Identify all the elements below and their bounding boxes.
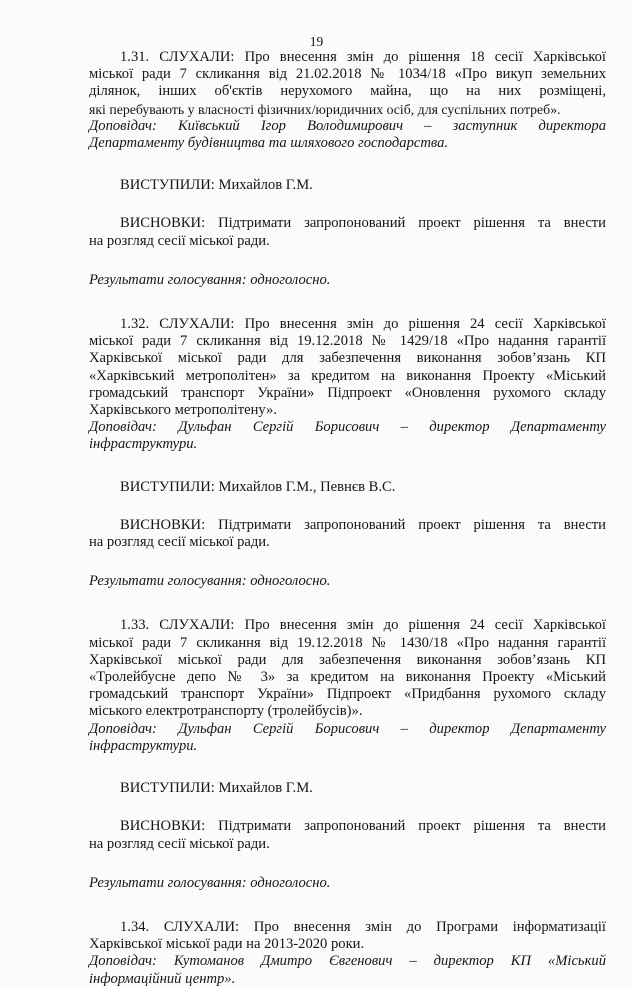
heard-line [89,919,606,936]
reporter-line: Доповідач: Кутоманов Дмитро Євгенович – директор КП «Міський [89,953,606,970]
vote-result: Результати голосування: одноголосно. [89,271,331,288]
heard-label: 1.33. СЛУХАЛИ: [120,617,235,634]
heard-text: Про внесення змін до рішення 18 сесії Харківської [234,49,606,65]
heard-line: міського електротранспорту (тролейбусів)». [89,703,363,720]
heard-line: ділянок, інших об'єктів нерухомого майна, що на них розміщені, [89,83,606,100]
conclusion-line: ВИСНОВКИ: Підтримати запропонований проект рішення та внести [120,818,606,835]
heard-label: 1.31. СЛУХАЛИ: [120,49,235,65]
reporter-line: Доповідач: Дульфан Сергій Борисович – директор Департаменту [89,720,606,737]
reporter-line: інфраструктури. [89,737,198,754]
heard-line: Харківської міської ради для забезпечення виконання зобов’язань КП [89,651,606,668]
reporter-line: інформаційний центр». [89,970,236,987]
spoke-line: ВИСТУПИЛИ: Михайлов Г.М. [120,780,313,797]
heard-line [89,316,606,333]
heard-label: 1.34. СЛУХАЛИ: [120,918,240,935]
spoke-line: ВИСТУПИЛИ: Михайлов Г.М. [120,177,313,194]
heard-line: громадський транспорт України» Підпроект «Придбання рухомого складу [89,686,606,703]
agenda-item-1-31 [89,49,606,289]
heard-line [89,617,606,634]
heard-line: міської ради 7 скликання від 21.02.2018 № 1034/18 «Про викуп земельних [89,66,606,83]
heard-label: 1.32. СЛУХАЛИ: [120,316,235,333]
heard-line: громадський транспорт України» Підпроект «Оновлення рухомого складу [89,384,606,401]
heard-line: Харківської міської ради на 2013-2020 роки. [89,936,365,953]
heard-line: «Харківський метрополітен» за кредитом на виконання Проекту «Міський [89,367,606,384]
heard-line: міської ради 7 скликання від 19.12.2018 № 1429/18 «Про надання гарантії [89,333,606,350]
agenda-item-1-34 [89,919,606,988]
vote-result: Результати голосування: одноголосно. [89,874,331,891]
heard-text: Про внесення змін до рішення 24 сесії Харківської [234,316,606,333]
spoke-line: ВИСТУПИЛИ: Михайлов Г.М., Певнєв В.С. [120,478,396,495]
heard-text: Про внесення змін до Програми інформатизації [239,918,606,935]
heard-line: Харківського метрополітену». [89,402,277,419]
heard-line: «Тролейбусне депо № 3» за кредитом на виконання Проекту «Міський [89,669,606,686]
heard-text: Про внесення змін до рішення 24 сесії Харківської [234,617,606,634]
heard-line [89,49,606,66]
reporter-line: Доповідач: Дульфан Сергій Борисович – директор Департаменту [89,419,606,436]
conclusion-line: на розгляд сесії міської ради. [89,232,270,249]
heard-line: міської ради 7 скликання від 19.12.2018 № 1430/18 «Про надання гарантії [89,634,606,651]
heard-line: Харківської міської ради для забезпечення виконання зобов’язань КП [89,350,606,367]
reporter-line: інфраструктури. [89,436,198,453]
document-body [89,49,606,988]
conclusion-line: на розгляд сесії міської ради. [89,534,270,551]
conclusion-line: ВИСНОВКИ: Підтримати запропонований проект рішення та внести [120,215,606,232]
reporter-line: Доповідач: Київський Ігор Володимирович – заступник директора [89,117,606,134]
reporter-line: Департаменту будівництва та шляхового господарства. [89,135,449,152]
agenda-item-1-32 [89,316,606,590]
conclusion-line: ВИСНОВКИ: Підтримати запропонований проект рішення та внести [120,516,606,533]
heard-line: які перебувають у власності фізичних/юридичних осіб, для суспільних потреб». [89,101,561,117]
page-number: 19 [309,34,324,49]
agenda-item-1-33 [89,617,606,891]
conclusion-line: на розгляд сесії міської ради. [89,835,270,852]
vote-result: Результати голосування: одноголосно. [89,573,331,590]
